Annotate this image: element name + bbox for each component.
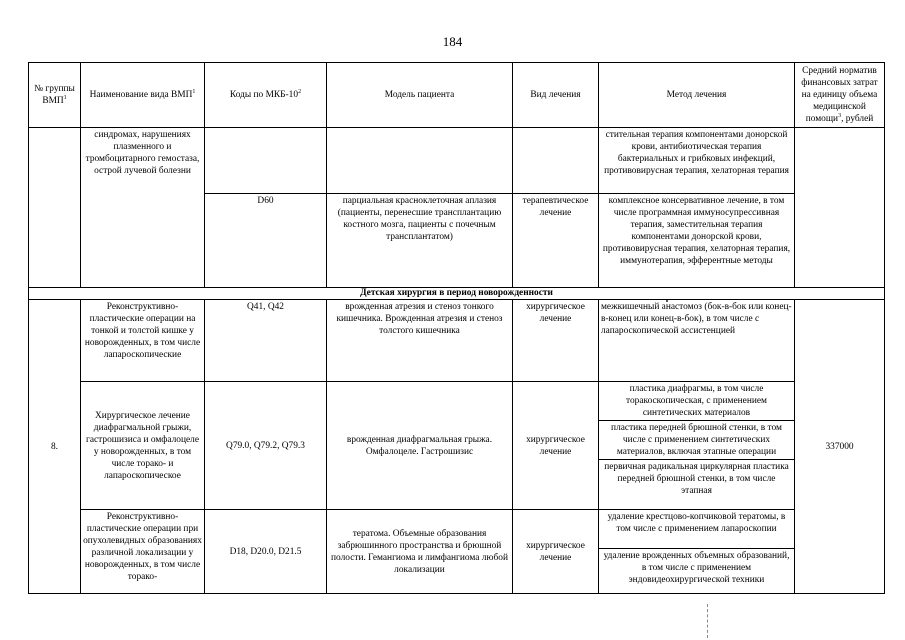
- page-number: 184: [442, 34, 463, 49]
- treatment-type-cell: хирургическое лечение: [513, 510, 599, 594]
- method-item: пластика передней брюшной стенки, в том числе с применением синтетических материалов, включая этапные операции: [599, 421, 794, 460]
- header-vmp-name: Наименование вида ВМП$^1$: [81, 63, 205, 128]
- icd-code-cell: Q79.0, Q79.2, Q79.3: [205, 382, 327, 510]
- icd-cell-empty: [205, 128, 327, 194]
- scan-artifact-line: [707, 604, 708, 638]
- header-patient-model: Модель пациента: [327, 63, 513, 128]
- method-cell-multi: [599, 510, 795, 594]
- vmp-name-cell: Хирургическое лечение диафрагмальной грыжи, гастрошизиса и омфалоцеле у новорожденных, в том числе торако- и лапароскопическое: [81, 382, 205, 510]
- patient-model-cell: тератома. Объемные образования забрюшинного пространства и брюшной полости. Гемангиома и лимфангиома любой локализации: [327, 510, 513, 594]
- cost-cell-empty: [795, 128, 885, 288]
- method-item: удаление врожденных объемных образований, в том числе с применением эндовидеохирургической техники: [603, 551, 790, 585]
- type-cell-empty: [513, 128, 599, 194]
- cost-value-cell: 337000: [795, 300, 885, 594]
- vmp-name-cell: Реконструктивно-пластические операции при опухолевидных образованиях различной локализации у новорожденных, в том числе торако-: [81, 510, 205, 594]
- scan-artifact-dot: [666, 300, 668, 302]
- section-title: Детская хирургия в период новорожденности: [29, 288, 885, 300]
- method-item: удаление крестцово-копчиковой тератомы, в том числе с применением лапароскопии: [599, 510, 794, 549]
- vmp-table: [28, 62, 885, 594]
- header-group-no: № группы ВМП$^1$: [29, 63, 81, 128]
- table-row: [29, 128, 885, 194]
- table-row: [29, 510, 885, 594]
- header-treatment-type: Вид лечения: [513, 63, 599, 128]
- group-cell-empty: [29, 128, 81, 288]
- icd-code-cell: D60: [205, 194, 327, 288]
- method-cell-multi: [599, 382, 795, 510]
- vmp-name-cell: Реконструктивно-пластические операции на тонкой и толстой кишке у новорожденных, в том числе лапароскопические: [81, 300, 205, 382]
- header-icd-codes: Коды по МКБ-$10^2$: [205, 63, 327, 128]
- patient-model-cell: врожденная атрезия и стеноз тонкого кишечника. Врожденная атрезия и стеноз толстого кишечника: [327, 300, 513, 382]
- group-number-cell: 8.: [29, 300, 81, 594]
- treatment-type-cell: терапевтическое лечение: [513, 194, 599, 288]
- vmp-table-wrapper: [28, 62, 885, 594]
- method-cell: межкишечный анастомоз (бок-в-бок или конец-в-конец или конец-в-бок), в том числе с лапароскопической ассистенцией: [599, 300, 795, 382]
- method-cell: комплексное консервативное лечение, в том числе программная иммуносупрессивная терапия, заместительная терапия компонентами донорской крови, противовирусная терапия, хелаторная терапия, иммунотерапия, эфферентные методы: [599, 194, 795, 288]
- patient-model-cell: врожденная диафрагмальная грыжа. Омфалоцеле. Гастрошизис: [327, 382, 513, 510]
- method-cell: стительная терапия компонентами донорской крови, антибиотическая терапия бактериальных и грибковых инфекций, противовирусная терапия, хелаторная терапия: [599, 128, 795, 194]
- patient-model-cell: парциальная красноклеточная аплазия (пациенты, перенесшие трансплантацию костного мозга, пациенты с почечным трансплантатом): [327, 194, 513, 288]
- header-avg-cost: Средний норматив финансовых затрат на единицу объема медицинской помощи$^3$, рублей: [795, 63, 885, 128]
- method-item: пластика диафрагмы, в том числе торакоскопическая, с применением синтетических материалов: [599, 382, 794, 421]
- table-row: [29, 382, 885, 510]
- treatment-type-cell: хирургическое лечение: [513, 300, 599, 382]
- model-cell-empty: [327, 128, 513, 194]
- icd-code-cell: Q41, Q42: [205, 300, 327, 382]
- icd-code-cell: D18, D20.0, D21.5: [205, 510, 327, 594]
- vmp-name-cell: синдромах, нарушениях плазменного и тромбоцитарного гемостаза, острой лучевой болезни: [81, 128, 205, 288]
- treatment-type-cell: хирургическое лечение: [513, 382, 599, 510]
- table-header-row: [29, 63, 885, 128]
- section-row: [29, 288, 885, 300]
- method-item: первичная радикальная циркулярная пластика передней брюшной стенки, в том числе этапная: [604, 462, 789, 496]
- header-treatment-method: Метод лечения: [599, 63, 795, 128]
- table-row: [29, 300, 885, 382]
